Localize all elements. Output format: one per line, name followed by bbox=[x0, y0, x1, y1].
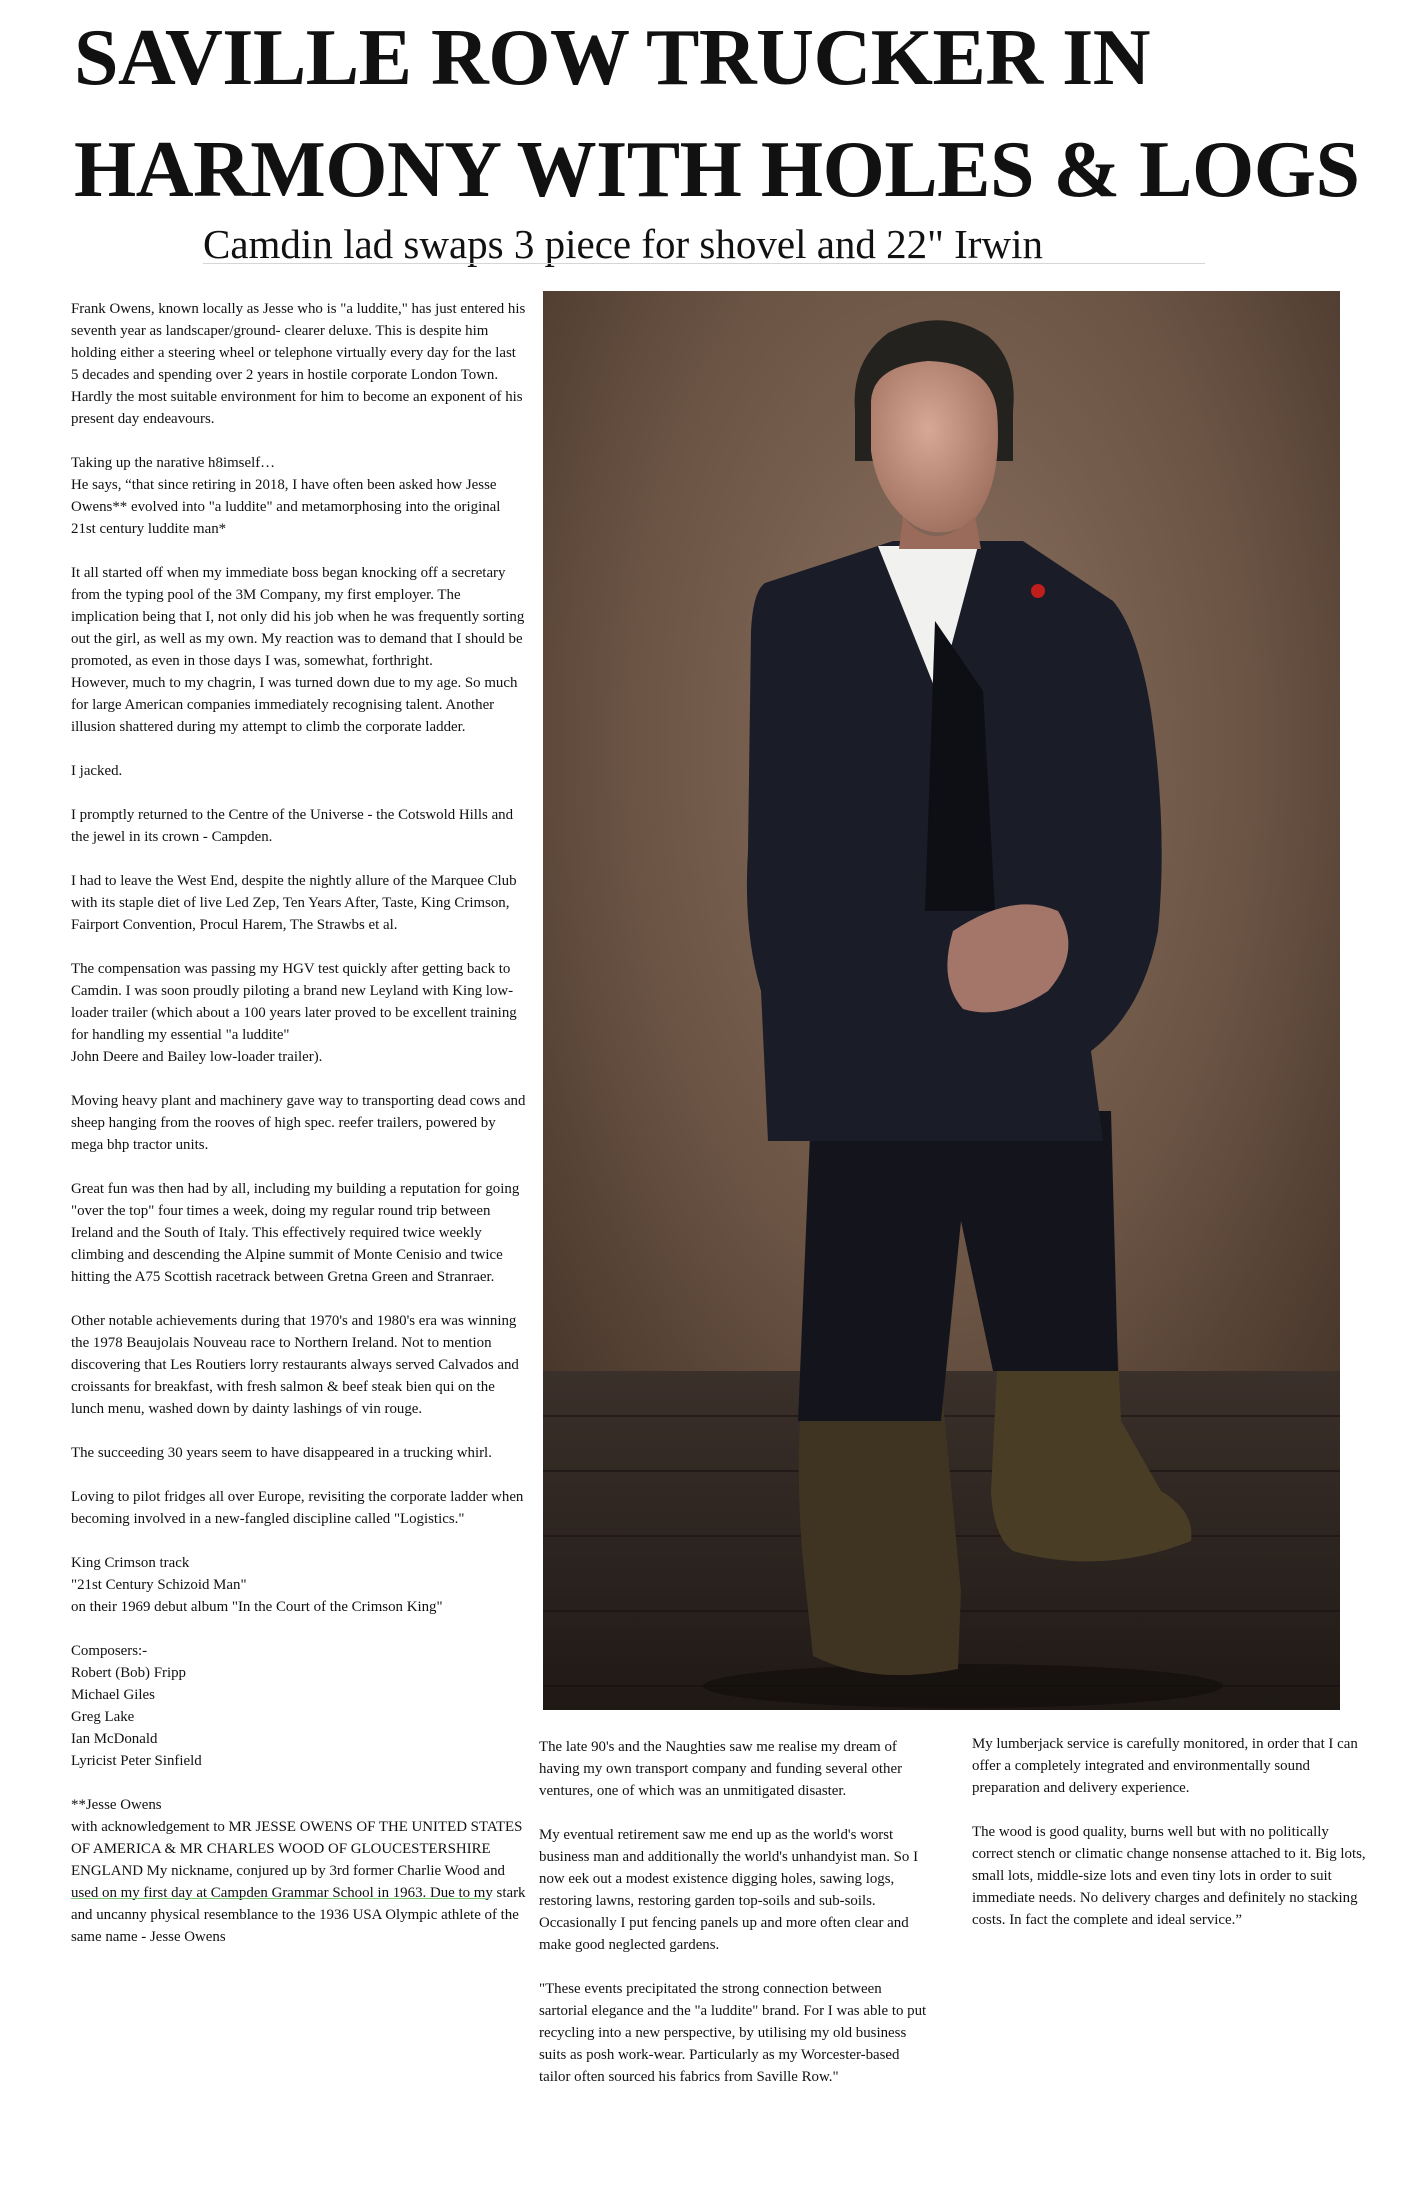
right-paragraph: My lumberjack service is carefully monitored, in order that I can offer a completely integrated and environmentally sound preparation and delivery experience. bbox=[972, 1736, 1358, 1796]
middle-paragraph: My eventual retirement saw me end up as the world's worst business man and additionally the world's unhandyist man. So I now eek out a modest existence digging holes, sawing logs, restoring lawns, restoring garden top-soils and sub-soils. Occasionally I put fencing panels up and more often clear and make good neglected gardens. bbox=[539, 1827, 919, 1953]
lyricist-underline bbox=[71, 1898, 489, 1899]
headline-line-2: HARMONY WITH HOLES & LOGS bbox=[74, 126, 1360, 214]
headline-line-1: SAVILLE ROW TRUCKER IN bbox=[74, 14, 1150, 102]
subheadline: Camdin lad swaps 3 piece for shovel and 22" Irwin bbox=[203, 221, 1043, 267]
left-paragraph: I jacked. bbox=[71, 763, 123, 779]
headline bbox=[74, 2, 1414, 226]
portrait-photo bbox=[543, 291, 1340, 1710]
left-column bbox=[71, 298, 526, 1948]
middle-paragraph: The late 90's and the Naughties saw me realise my dream of having my own transport company and funding several other ventures, one of which was an unmitigated disaster. bbox=[539, 1739, 903, 1799]
right-paragraph: The wood is good quality, burns well but with no politically correct stench or climatic change nonsense attached to it. Big lots, small lots, middle-size lots and even tiny lots in order to suit immediate needs. No delivery charges and definitely no stacking costs. In fact the complete and ideal service.” bbox=[972, 1824, 1366, 1928]
left-paragraph: The compensation was passing my HGV test quickly after getting back to Camdin. I was soon proudly piloting a brand new Leyland with King low-loader trailer (which about a 100 years later proved to be excellent training for handling my essential "a luddite" John Deere and Bailey low-loader trailer). bbox=[71, 961, 517, 1065]
subhead-underline bbox=[203, 263, 1205, 264]
left-paragraph: Great fun was then had by all, including my building a reputation for going "over the top" four times a week, doing my regular round trip between Ireland and the South of Italy. This effectively required twice weekly climbing and descending the Alpine summit of Monte Cenisio and twice hitting the A75 Scottish racetrack between Gretna Green and Stranraer. bbox=[71, 1181, 520, 1285]
left-paragraph: I had to leave the West End, despite the nightly allure of the Marquee Club with its staple diet of live Led Zep, Ten Years After, Taste, King Crimson, Fairport Convention, Procul Harem, The Strawbs et al. bbox=[71, 873, 517, 933]
left-paragraph: The succeeding 30 years seem to have disappeared in a trucking whirl. bbox=[71, 1445, 492, 1461]
middle-paragraph: "These events precipitated the strong connection between sartorial elegance and the "a luddite" brand. For I was able to put recycling into a new perspective, by utilising my old business suits as posh work-wear. Particularly as my Worcester-based tailor often sourced his fabrics from Saville Row." bbox=[539, 1981, 927, 2085]
right-column bbox=[972, 1733, 1370, 1931]
left-paragraph: Loving to pilot fridges all over Europe, revisiting the corporate ladder when becoming involved in a new-fangled discipline called "Logistics." bbox=[71, 1489, 524, 1527]
middle-column bbox=[539, 1736, 931, 2088]
left-paragraph: Frank Owens, known locally as Jesse who is "a luddite," has just entered his seventh year as landscaper/ground- clearer deluxe. This is despite him holding either a steering wheel or telephone virtually every day for the last 5 decades and spending over 2 years in hostile corporate London Town. Hardly the most suitable environment for him to become an exponent of his present day endeavours. bbox=[71, 301, 526, 427]
left-paragraph: **Jesse Owens with acknowledgement to MR JESSE OWENS OF THE UNITED STATES OF AMERICA & MR CHARLES WOOD OF GLOUCESTERSHIRE ENGLAND My nickname, conjured up by 3rd former Charlie Wood and used on my first day at Campden Grammar School in 1963. Due to my stark and uncanny physical resemblance to the 1936 USA Olympic athlete of the same name - Jesse Owens bbox=[71, 1797, 526, 1945]
left-paragraph: It all started off when my immediate boss began knocking off a secretary from the typing pool of the 3M Company, my first employer. The implication being that I, not only did his job when he was frequently sorting out the girl, as well as my own. My reaction was to demand that I should be promoted, as even in those days I was, somewhat, forthright. However, much to my chagrin, I was turned down due to my age. So much for large American companies immediately recognising talent. Another illusion shattered during my attempt to climb the corporate ladder. bbox=[71, 565, 525, 735]
left-paragraph: Taking up the narative h8imself… He says, “that since retiring in 2018, I have often been asked how Jesse Owens** evolved into "a luddite" and metamorphosing into the original 21st century luddite man* bbox=[71, 455, 501, 537]
left-paragraph: Composers:- Robert (Bob) Fripp Michael Giles Greg Lake Ian McDonald Lyricist Peter Sinfield bbox=[71, 1643, 202, 1769]
left-paragraph: Other notable achievements during that 1970's and 1980's era was winning the 1978 Beaujolais Nouveau race to Northern Ireland. Not to mention discovering that Les Routiers lorry restaurants always served Calvados and croissants for breakfast, with fresh salmon & beef steak bien qui on the lunch menu, washed down by dainty lashings of vin rouge. bbox=[71, 1313, 519, 1417]
left-paragraph: I promptly returned to the Centre of the Universe - the Cotswold Hills and the jewel in its crown - Campden. bbox=[71, 807, 514, 845]
left-paragraph: Moving heavy plant and machinery gave way to transporting dead cows and sheep hanging from the rooves of high spec. reefer trailers, powered by mega bhp tractor units. bbox=[71, 1093, 526, 1153]
left-paragraph: King Crimson track "21st Century Schizoid Man" on their 1969 debut album "In the Court of the Crimson King" bbox=[71, 1555, 443, 1615]
